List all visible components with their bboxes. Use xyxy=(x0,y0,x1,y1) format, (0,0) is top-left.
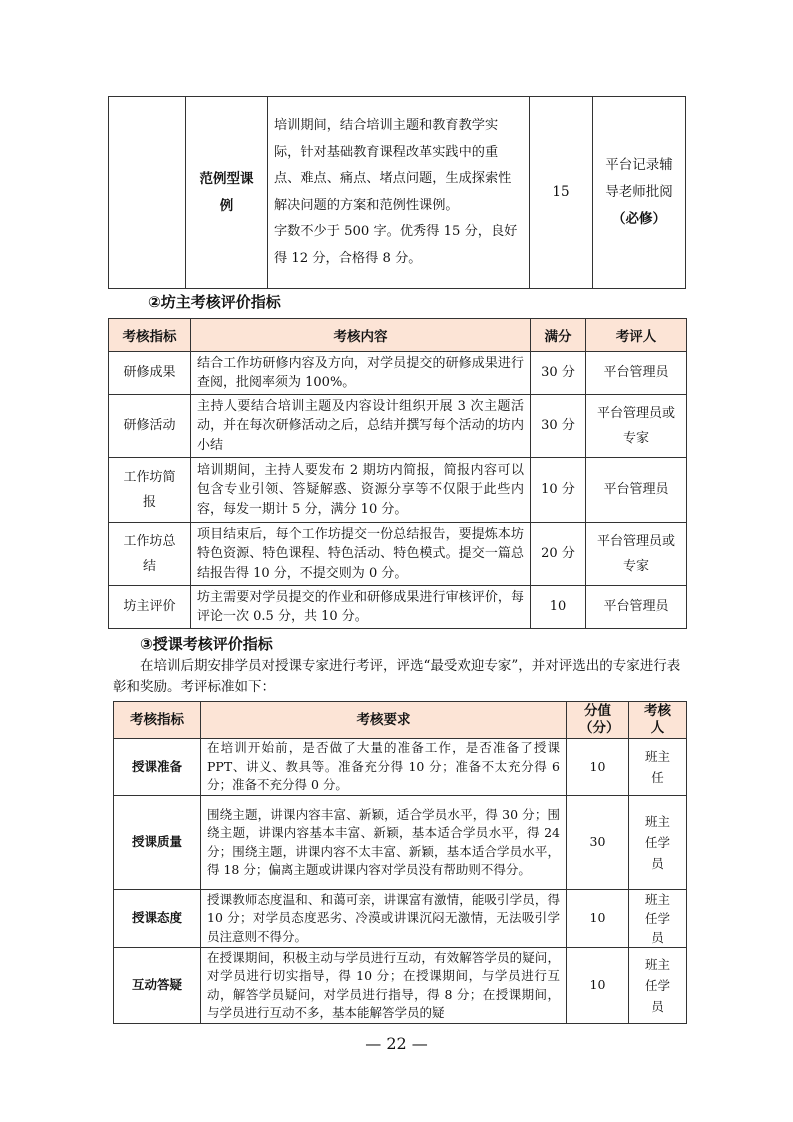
content-cell: 培训期间，主持人要发布 2 期坊内简报，简报内容可以包含专业引领、答疑解惑、资源分享等不仅限于此些内容，每发一期计 5 分，满分 10 分。 xyxy=(191,458,531,523)
evaluator-cell: 平台管理员或专家 xyxy=(586,395,687,458)
content-cell: 项目结束后，每个工作坊提交一份总结报告，要提炼本坊特色资源、特色课程、特色活动、特色模式。提交一篇总结报告得 10 分，不提交则为 0 分。 xyxy=(191,523,531,586)
score-cell: 10 xyxy=(531,586,586,629)
column-header: 考核指标 xyxy=(109,319,191,352)
indicator-cell: 工作坊简报 xyxy=(109,458,191,523)
indicator-cell: 工作坊总结 xyxy=(109,523,191,586)
teaching-evaluation-table xyxy=(113,701,687,1024)
evaluator-cell: 班主任 xyxy=(629,739,687,796)
content-cell: 在培训开始前，是否做了大量的准备工作，是否准备了授课 PPT、讲义、教具等。准备充分得 10 分；准备不太充分得 6 分；准备不充分得 0 分。 xyxy=(201,739,567,796)
score-cell: 10 xyxy=(567,739,629,796)
content-cell: 授课教师态度温和、和蔼可亲，讲课富有激情，能吸引学员，得 10 分；对学员态度恶劣、冷漠或讲课沉闷无激情，无法吸引学员注意则不得分。 xyxy=(201,890,567,948)
evaluator-cell: 平台管理员 xyxy=(586,352,687,395)
table-row xyxy=(109,97,686,289)
indicator-cell: 授课准备 xyxy=(114,739,201,796)
evaluator-cell: 平台管理员 xyxy=(586,586,687,629)
indicator-cell: 授课质量 xyxy=(114,796,201,890)
indicator-cell: 坊主评价 xyxy=(109,586,191,629)
indicator-cell: 范例型课例 xyxy=(186,97,268,289)
content-cell: 围绕主题，讲课内容丰富、新颖，适合学员水平，得 30 分；围绕主题，讲课内容基本丰富、新颖，基本适合学员水平，得 24 分；围绕主题，讲课内容不太丰富、新颖，基本适合学员水平，得 18 分；偏离主题或讲课内容对学员没有帮助则不得分。 xyxy=(201,796,567,890)
indicator-cell: 互动答疑 xyxy=(114,948,201,1024)
evaluator-cell: 班主任学员 xyxy=(629,796,687,890)
table-row xyxy=(114,796,687,890)
score-cell: 15 xyxy=(530,97,593,289)
content-cell: 在授课期间，积极主动与学员进行互动，有效解答学员的疑问，对学员进行切实指导，得 10 分；在授课期间，与学员进行互动，解答学员疑问，对学员进行指导，得 8 分；在授课期间，与学员进行互动不多，基本能解答学员的疑 xyxy=(201,948,567,1024)
content-cell: 坊主需要对学员提交的作业和研修成果进行审核评价，每评论一次 0.5 分，共 10 分。 xyxy=(191,586,531,629)
score-cell: 30 分 xyxy=(531,352,586,395)
indicator-cell: 研修活动 xyxy=(109,395,191,458)
table-cell xyxy=(109,97,186,289)
table-row xyxy=(114,739,687,796)
column-header: 分值（分） xyxy=(567,702,629,739)
column-header: 考核人 xyxy=(629,702,687,739)
table-row xyxy=(114,948,687,1024)
workshop-host-table xyxy=(108,318,687,629)
content-cell: 结合工作坊研修内容及方向，对学员提交的研修成果进行查阅，批阅率须为 100%。 xyxy=(191,352,531,395)
table-row xyxy=(109,586,687,629)
column-header: 考核要求 xyxy=(201,702,567,739)
indicator-cell: 授课态度 xyxy=(114,890,201,948)
indicator-cell: 研修成果 xyxy=(109,352,191,395)
table-row xyxy=(109,395,687,458)
column-header: 考评人 xyxy=(586,319,687,352)
page-number: — 22 — xyxy=(365,1034,428,1053)
table-header-row xyxy=(114,702,687,739)
section-heading: ②坊主考核评价指标 xyxy=(148,293,281,311)
score-cell: 30 xyxy=(567,796,629,890)
score-cell: 10 分 xyxy=(531,458,586,523)
evaluator-cell: 班主任学员 xyxy=(629,890,687,948)
score-cell: 10 xyxy=(567,948,629,1024)
table-row xyxy=(109,352,687,395)
content-cell: 主持人要结合培训主题及内容设计组织开展 3 次主题活动，并在每次研修活动之后，总结并撰写每个活动的坊内小结 xyxy=(191,395,531,458)
evaluator-cell: 平台记录辅 导老师批阅 （必修） xyxy=(593,97,686,289)
column-header: 考核指标 xyxy=(114,702,201,739)
table-row xyxy=(109,458,687,523)
table-header-row xyxy=(109,319,687,352)
column-header: 考核内容 xyxy=(191,319,531,352)
table-row xyxy=(109,523,687,586)
course-example-table xyxy=(108,96,686,289)
column-header: 满分 xyxy=(531,319,586,352)
score-cell: 20 分 xyxy=(531,523,586,586)
evaluator-cell: 平台管理员 xyxy=(586,458,687,523)
score-cell: 30 分 xyxy=(531,395,586,458)
intro-paragraph: 在培训后期安排学员对授课专家进行考评，评选“最受欢迎专家”，并对评选出的专家进行表彰和奖励。考评标准如下： xyxy=(113,658,681,695)
section-heading: ③授课考核评价指标 xyxy=(140,635,273,653)
content-cell: 培训期间，结合培训主题和教育教学实 际，针对基础教育课程改革实践中的重 点、难点、痛点、堵点问题，生成探索性 解决问题的方案和范例性课例。 字数不少于 500 字。优秀得 15 分，良好 得 12 分，合格得 8 分。 xyxy=(268,97,530,289)
table-row xyxy=(114,890,687,948)
score-cell: 10 xyxy=(567,890,629,948)
evaluator-cell: 班主任学员 xyxy=(629,948,687,1024)
evaluator-cell: 平台管理员或专家 xyxy=(586,523,687,586)
